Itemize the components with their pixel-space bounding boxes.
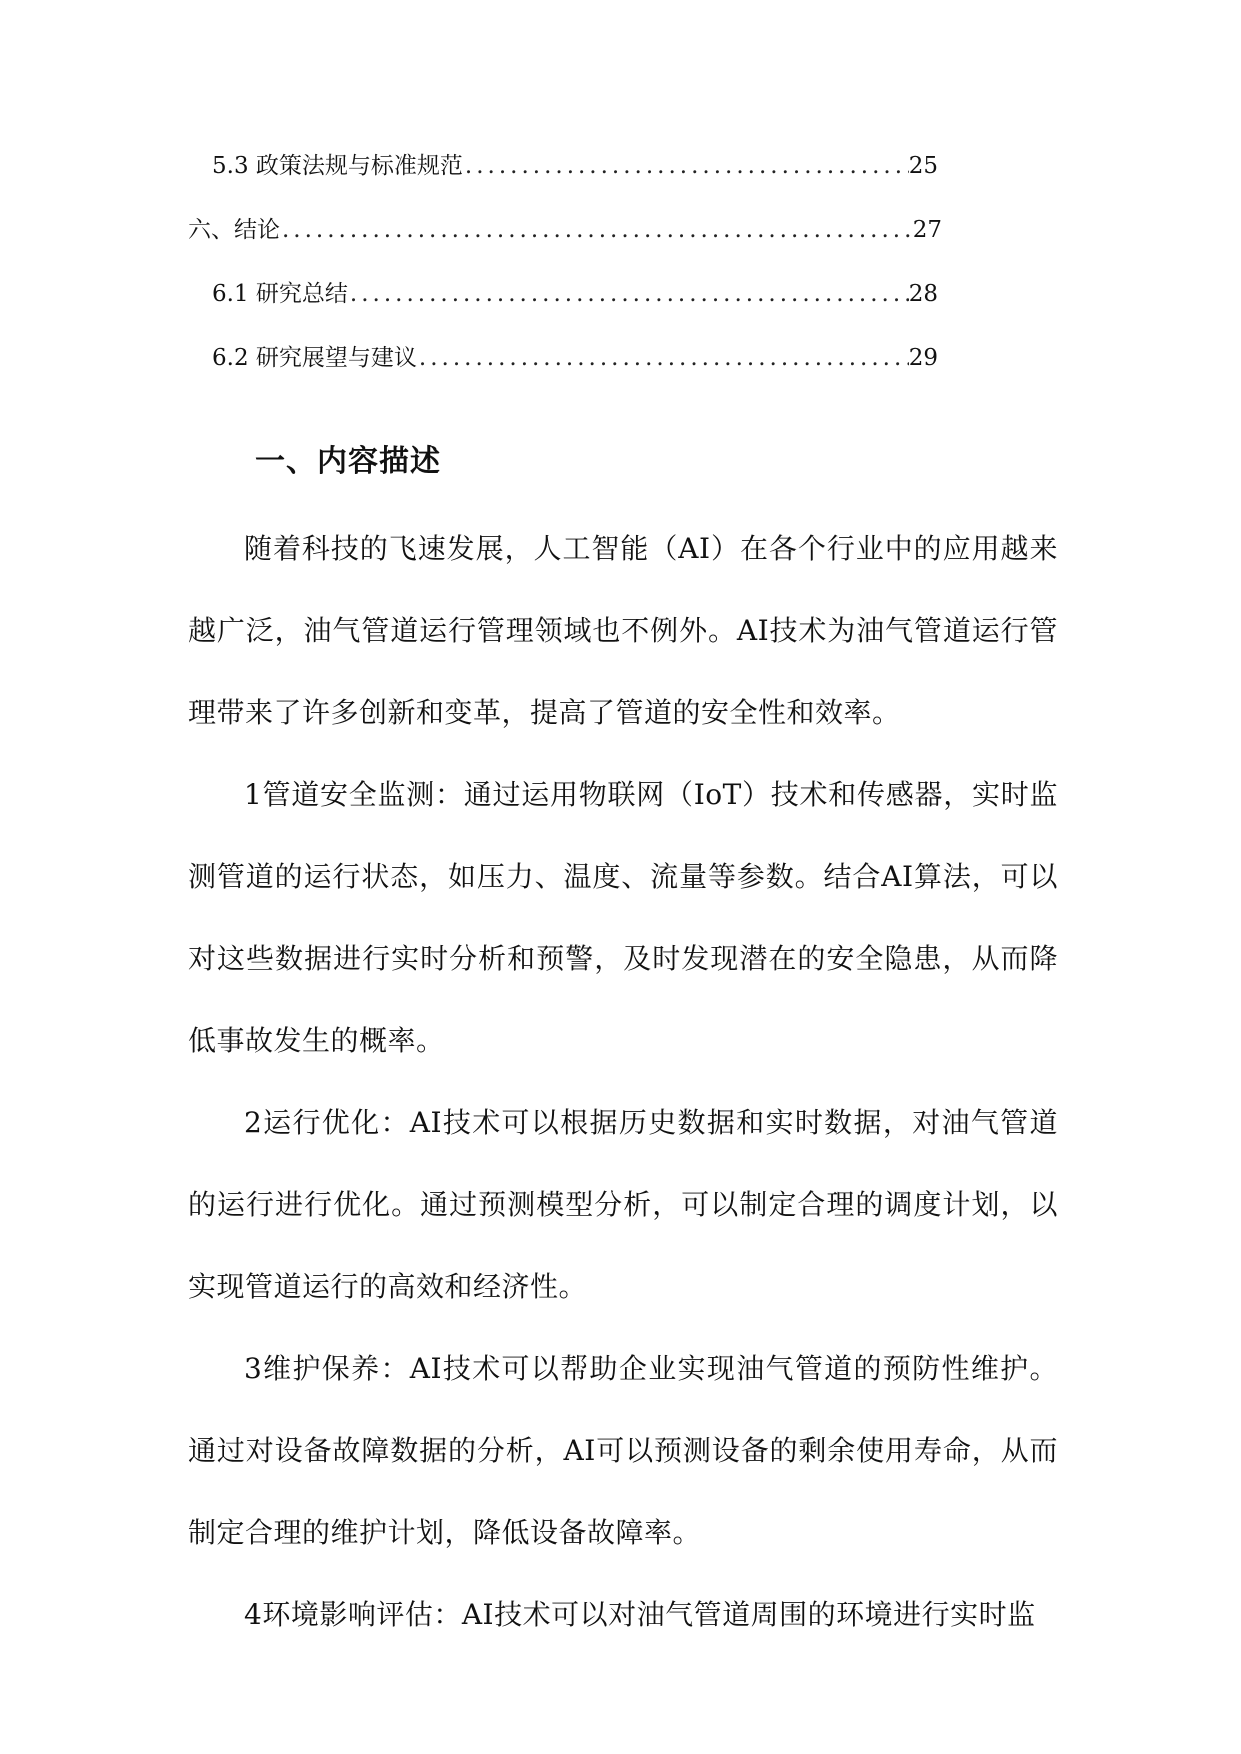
toc-label: 6.2 研究展望与建议 — [212, 345, 417, 371]
toc-page-number: 29 — [908, 345, 938, 371]
toc-leader — [463, 146, 909, 186]
toc-leader — [348, 274, 909, 314]
toc-page-number: 25 — [908, 153, 938, 179]
toc-label: 6.1 研究总结 — [212, 281, 348, 307]
toc-entry-6[interactable] — [188, 210, 942, 250]
paragraph-maintenance: 3维护保养：AI技术可以帮助企业实现油气管道的预防性维护。通过对设备故障数据的分析，AI可以预测设备的剩余使用寿命，从而制定合理的维护计划，降低设备故障率。 — [188, 1352, 1058, 1549]
toc-page-number: 27 — [912, 217, 942, 243]
toc-leader — [280, 210, 913, 250]
toc-entry-6-2[interactable] — [212, 338, 938, 378]
paragraph-environment: 4环境影响评估：AI技术可以对油气管道周围的环境进行实时监 — [244, 1598, 1036, 1631]
toc-leader — [417, 338, 909, 378]
toc-entry-6-1[interactable] — [212, 274, 938, 314]
section-heading: 一、内容描述 — [255, 444, 441, 479]
toc-label: 5.3 政策法规与标准规范 — [212, 153, 463, 179]
toc-entry-5-3[interactable] — [212, 146, 938, 186]
paragraph-safety-monitoring: 1管道安全监测：通过运用物联网（IoT）技术和传感器，实时监测管道的运行状态，如压力、温度、流量等参数。结合AI算法，可以对这些数据进行实时分析和预警，及时发现潜在的安全隐患，从而降低事故发生的概率。 — [188, 778, 1058, 1057]
toc-label: 六、结论 — [188, 217, 280, 243]
toc-page-number: 28 — [908, 281, 938, 307]
paragraph-intro: 随着科技的飞速发展，人工智能（AI）在各个行业中的应用越来越广泛，油气管道运行管理领域也不例外。AI技术为油气管道运行管理带来了许多创新和变革，提高了管道的安全性和效率。 — [188, 532, 1058, 729]
paragraph-operation-optimization: 2运行优化：AI技术可以根据历史数据和实时数据，对油气管道的运行进行优化。通过预测模型分析，可以制定合理的调度计划，以实现管道运行的高效和经济性。 — [188, 1106, 1058, 1303]
